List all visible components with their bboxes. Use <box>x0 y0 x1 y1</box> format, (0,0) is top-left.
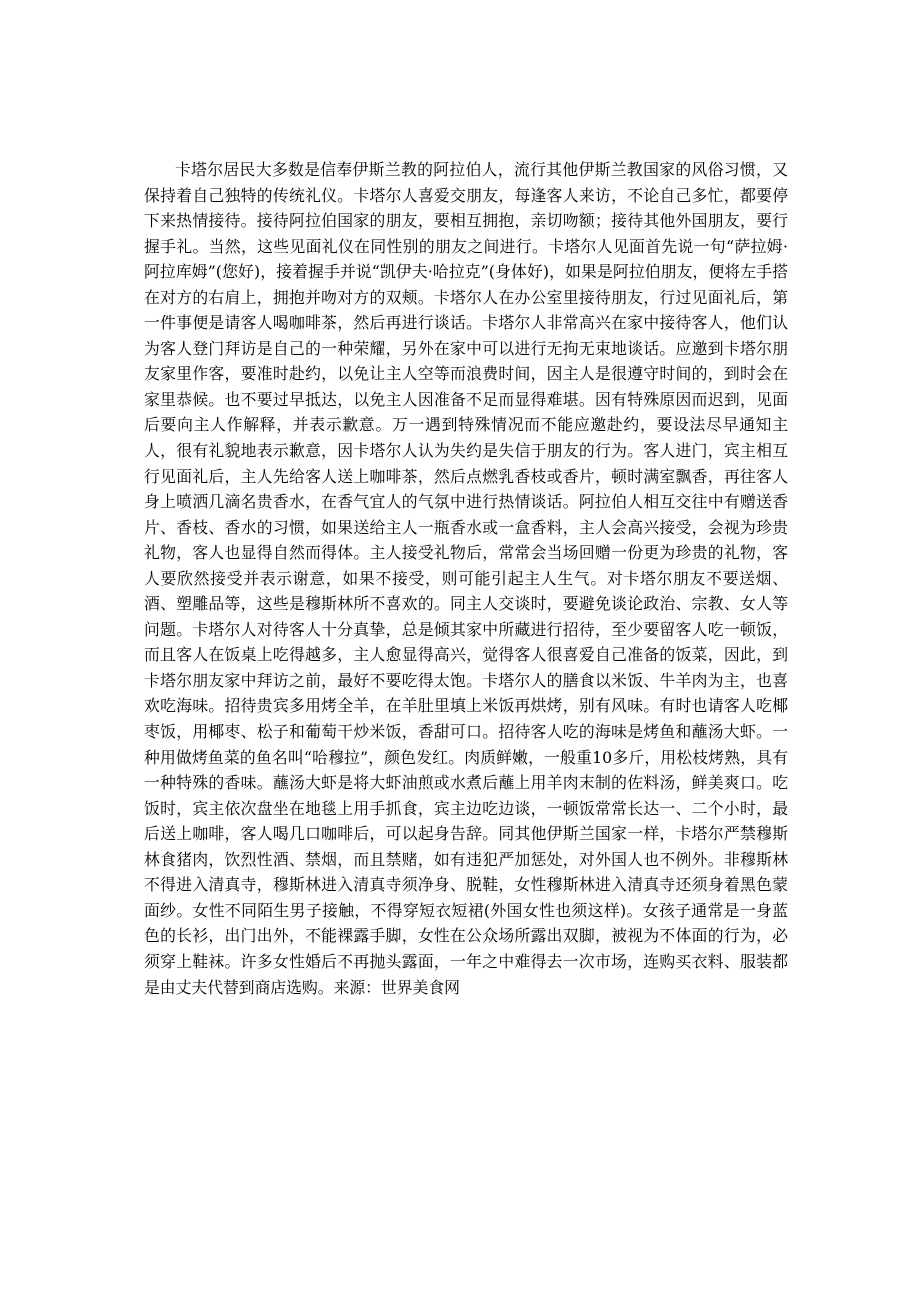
article-paragraph: 卡塔尔居民大多数是信奉伊斯兰教的阿拉伯人，流行其他伊斯兰教国家的风俗习惯，又保持着自己独特的传统礼仪。卡塔尔人喜爱交朋友，每逢客人来访，不论自己多忙，都要停下来热情接待。接待阿拉伯国家的朋友，要相互拥抱，亲切吻额；接待其他外国朋友，要行握手礼。当然，这些见面礼仪在同性别的朋友之间进行。卡塔尔人见面首先说一句“萨拉姆·阿拉库姆”(您好)，接着握手并说“凯伊夫·哈拉克”(身体好)，如果是阿拉伯朋友，便将左手搭在对方的右肩上，拥抱并吻对方的双颊。卡塔尔人在办公室里接待朋友，行过见面礼后，第一件事便是请客人喝咖啡茶，然后再进行谈话。卡塔尔人非常高兴在家中接待客人，他们认为客人登门拜访是自己的一种荣耀，另外在家中可以进行无拘无束地谈话。应邀到卡塔尔朋友家里作客，要准时赴约，以免让主人空等而浪费时间，因主人是很遵守时间的，到时会在家里恭候。也不要过早抵达，以免主人因准备不足而显得难堪。因有特殊原因而迟到，见面后要向主人作解释，并表示歉意。万一遇到特殊情况而不能应邀赴约，要设法尽早通知主人，很有礼貌地表示歉意，因卡塔尔人认为失约是失信于朋友的行为。客人进门，宾主相互行见面礼后，主人先给客人送上咖啡茶，然后点燃乳香枝或香片，顿时满室飘香，再往客人身上喷洒几滴名贵香水，在香气宜人的气氛中进行热情谈话。阿拉伯人相互交往中有赠送香片、香枝、香水的习惯，如果送给主人一瓶香水或一盒香料，主人会高兴接受，会视为珍贵礼物，客人也显得自然而得体。主人接受礼物后，常常会当场回赠一份更为珍贵的礼物，客人要欣然接受并表示谢意，如果不接受，则可能引起主人生气。对卡塔尔朋友不要送烟、酒、塑雕品等，这些是穆斯林所不喜欢的。同主人交谈时，要避免谈论政治、宗教、女人等问题。卡塔尔人对待客人十分真挚，总是倾其家中所藏进行招待，至少要留客人吃一顿饭，而且客人在饭桌上吃得越多，主人愈显得高兴，觉得客人很喜爱自己准备的饭菜，因此，到卡塔尔朋友家中拜访之前，最好不要吃得太饱。卡塔尔人的膳食以米饭、牛羊肉为主，也喜欢吃海味。招待贵宾多用烤全羊，在羊肚里填上米饭再烘烤，别有风味。有时也请客人吃椰枣饭，用椰枣、松子和葡萄干炒米饭，香甜可口。招待客人吃的海味是烤鱼和蘸汤大虾。一种用做烤鱼菜的鱼名叫“哈穆拉”，颜色发红。肉质鲜嫩，一般重10多斤，用松枝烤熟，具有一种特殊的香味。蘸汤大虾是将大虾油煎或水煮后蘸上用羊肉末制的佐料汤，鲜美爽口。吃饭时，宾主依次盘坐在地毯上用手抓食，宾主边吃边谈，一顿饭常常长达一、二个小时，最后送上咖啡，客人喝几口咖啡后，可以起身告辞。同其他伊斯兰国家一样，卡塔尔严禁穆斯林食猪肉，饮烈性酒、禁烟，而且禁赌，如有违犯严加惩处，对外国人也不例外。非穆斯林不得进入清真寺，穆斯林进入清真寺须净身、脱鞋，女性穆斯林进入清真寺还须身着黑色蒙面纱。女性不同陌生男子接触，不得穿短衣短裙(外国女性也须这样)。女孩子通常是一身蓝色的长衫，出门出外，不能裸露手脚，女性在公众场所露出双脚，被视为不体面的行为，必须穿上鞋袜。许多女性婚后不再抛头露面，一年之中难得去一次市场，连购买衣料、服装都是由丈夫代替到商店选购。来源：世界美食网 <box>144 160 788 997</box>
